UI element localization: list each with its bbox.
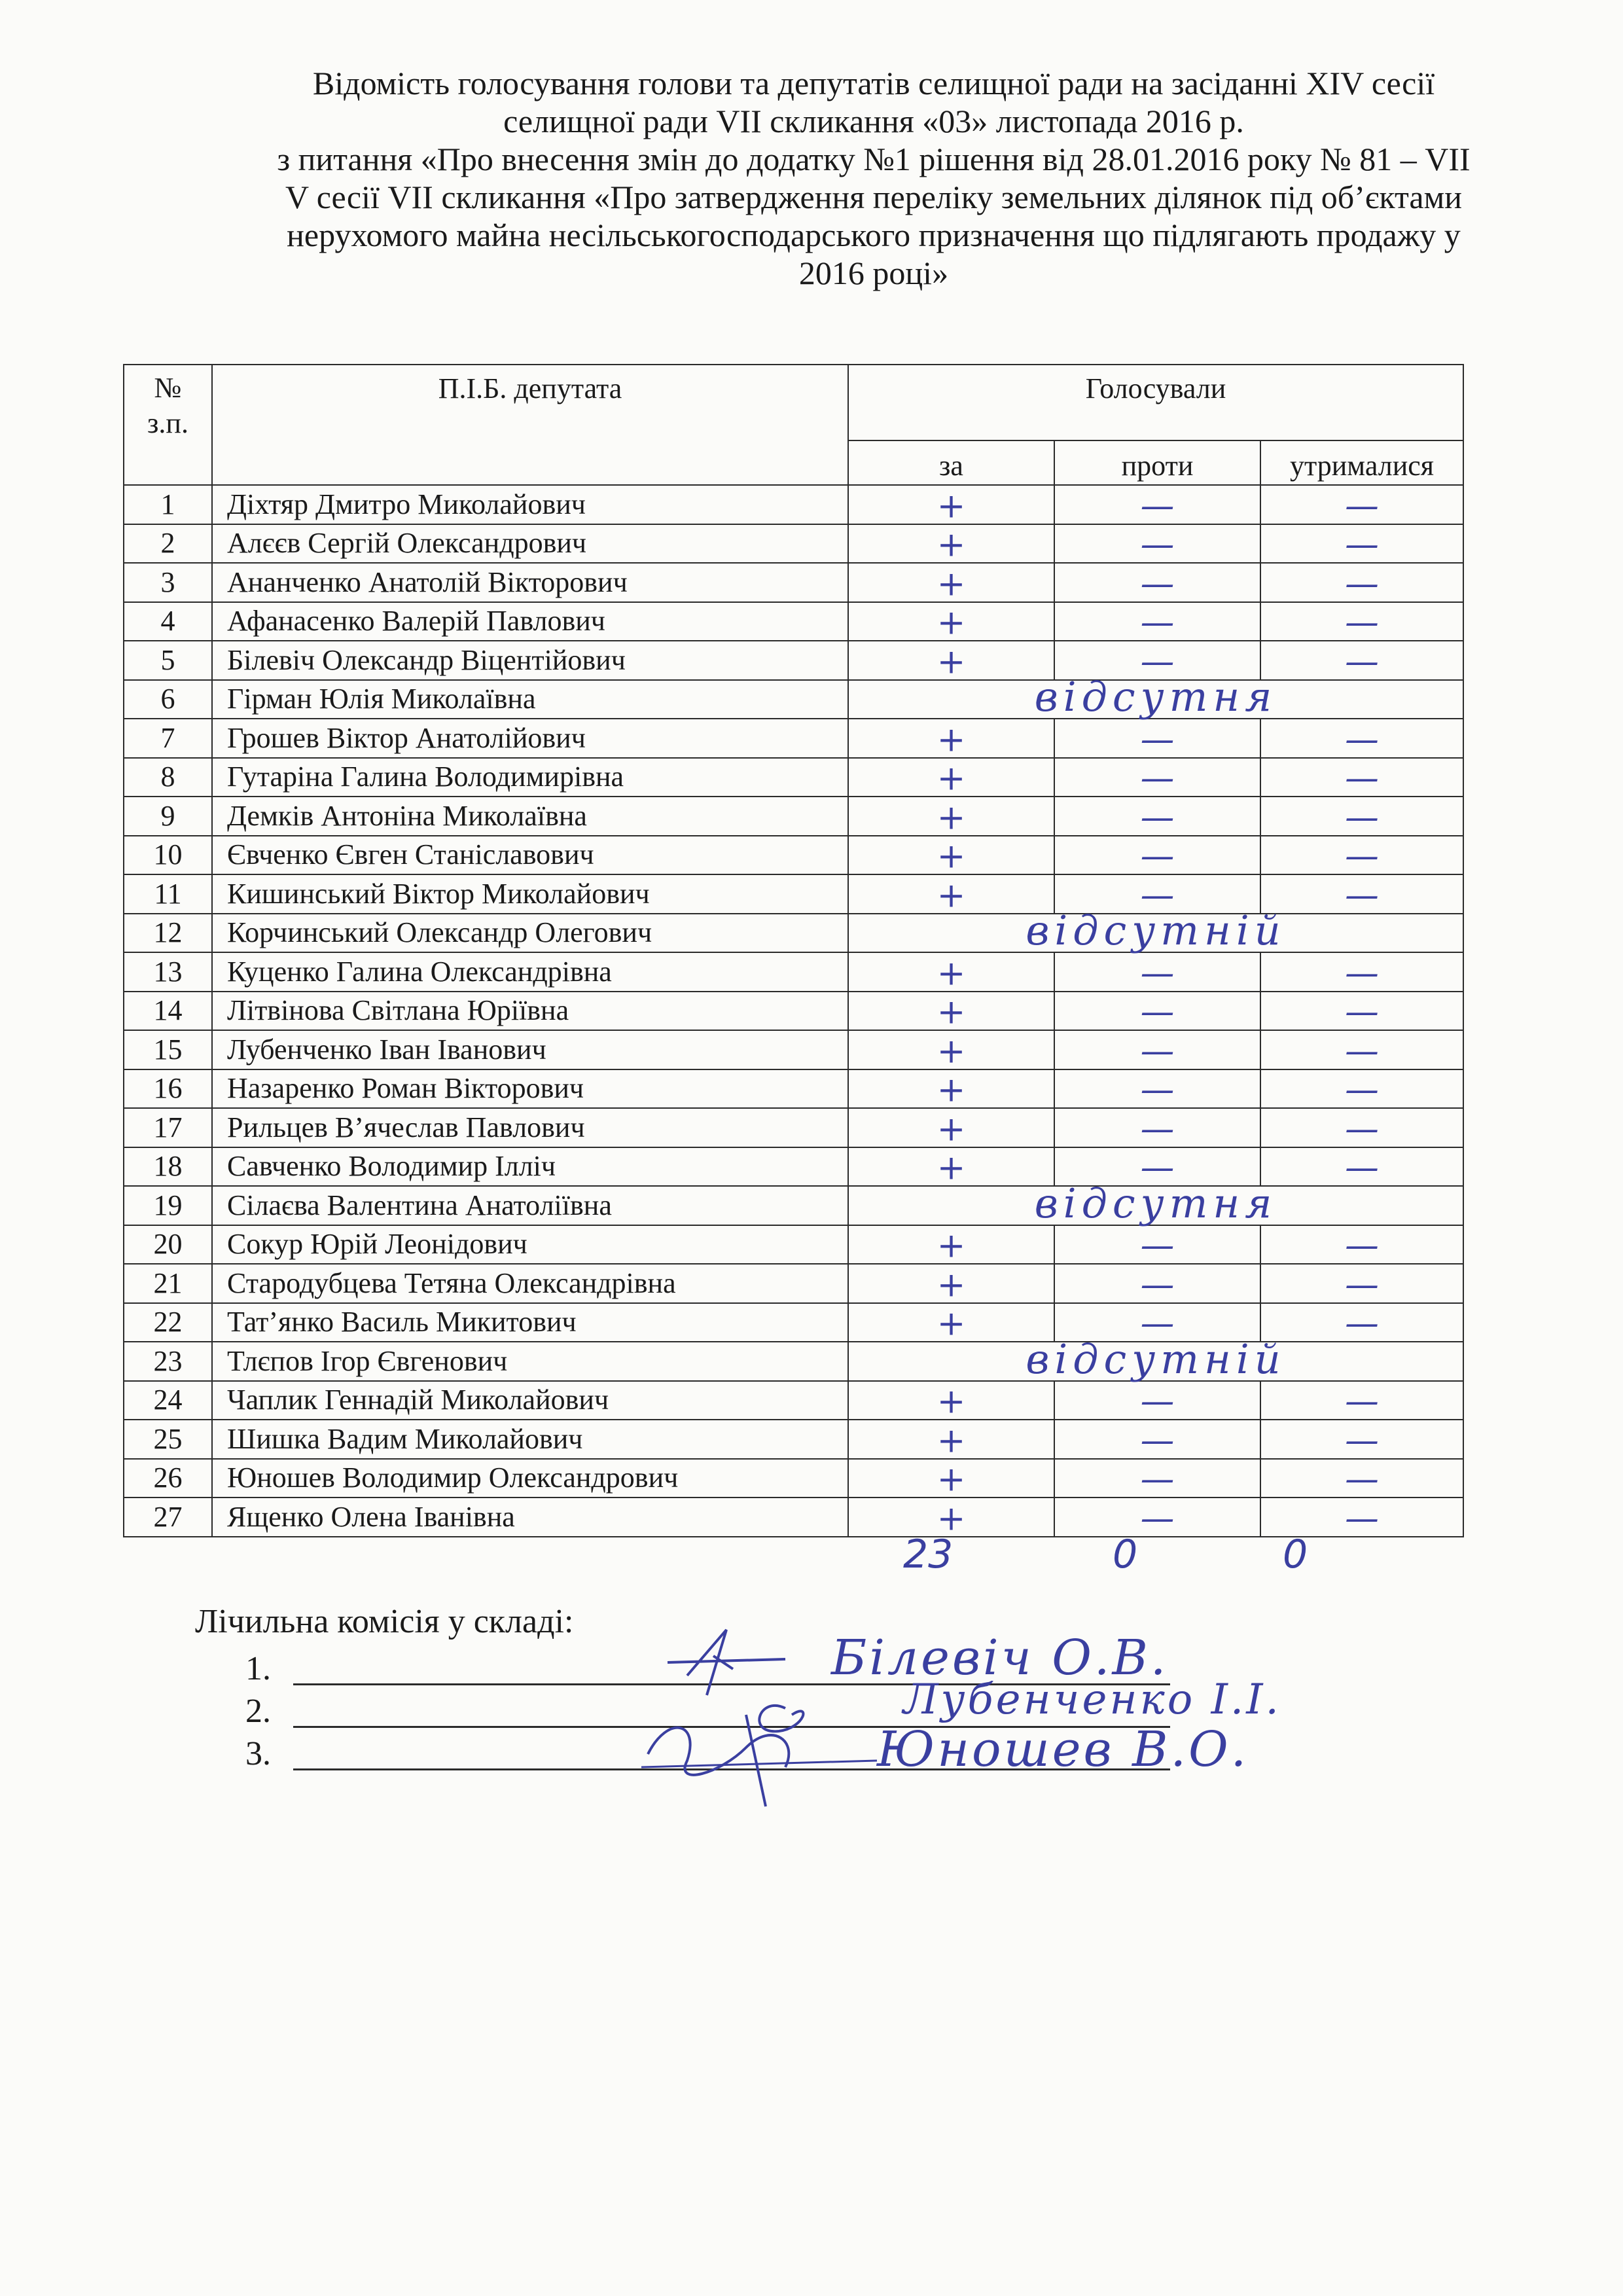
row-number: 11 xyxy=(124,874,212,914)
handwritten-mark: + xyxy=(936,1148,966,1188)
vote-abstained-mark xyxy=(1260,641,1463,680)
handwritten-mark: — xyxy=(1345,798,1379,838)
handwritten-mark: — xyxy=(1140,1109,1175,1149)
header-voted: Голосували xyxy=(848,365,1463,440)
vote-abstained-mark xyxy=(1260,1069,1463,1109)
handwritten-mark: + xyxy=(936,1460,966,1499)
deputy-name: Ананченко Анатолій Вікторович xyxy=(212,563,848,602)
deputy-name: Назаренко Роман Вікторович xyxy=(212,1069,848,1109)
vote-for-mark xyxy=(848,1030,1054,1069)
vote-for-mark xyxy=(848,874,1054,914)
title-line-5: нерухомого майна несільськогосподарського призначення що підлягають продажу у xyxy=(287,217,1461,253)
handwritten-mark: — xyxy=(1345,1382,1379,1422)
vote-against-mark xyxy=(1054,1225,1260,1265)
deputy-name: Корчинський Олександр Олегович xyxy=(212,914,848,953)
deputy-name: Куценко Галина Олександрівна xyxy=(212,952,848,992)
vote-against-mark xyxy=(1054,1420,1260,1459)
table-row xyxy=(124,797,1463,836)
handwritten-mark: — xyxy=(1140,1421,1175,1461)
handwritten-mark: + xyxy=(936,720,966,760)
table-row xyxy=(124,602,1463,641)
handwritten-mark: — xyxy=(1140,798,1175,838)
vote-abstained-mark xyxy=(1260,1303,1463,1342)
absent-mark xyxy=(848,906,1463,955)
row-number: 3 xyxy=(124,563,212,602)
table-row xyxy=(124,1420,1463,1459)
handwritten-mark: + xyxy=(936,525,966,565)
vote-abstained-mark xyxy=(1260,1264,1463,1303)
vote-for-mark xyxy=(848,1108,1054,1147)
row-number: 23 xyxy=(124,1342,212,1381)
handwritten-mark: + xyxy=(936,1304,966,1344)
vote-for-mark xyxy=(848,1264,1054,1303)
table-row xyxy=(124,1498,1463,1537)
title-line-1: Відомість голосування голови та депутатів селищної ради на засіданні XIV сесії xyxy=(312,65,1435,101)
handwritten-mark: — xyxy=(1345,564,1379,604)
vote-against-mark xyxy=(1054,992,1260,1031)
handwritten-mark: + xyxy=(936,1031,966,1071)
absent-text: відсутня xyxy=(1034,673,1277,721)
vote-against-mark xyxy=(1054,719,1260,758)
handwritten-mark: — xyxy=(1345,992,1379,1032)
absent-text: відсутня xyxy=(1034,1179,1277,1227)
vote-for-mark xyxy=(848,1225,1054,1265)
vote-for-mark xyxy=(848,1069,1054,1109)
deputy-name: Афанасенко Валерій Павлович xyxy=(212,602,848,641)
handwritten-mark: + xyxy=(936,564,966,604)
vote-for-mark xyxy=(848,992,1054,1031)
absent-text: відсутній xyxy=(1026,906,1286,955)
vote-abstained-mark xyxy=(1260,874,1463,914)
commission-line-3 xyxy=(245,1734,271,1773)
handwritten-mark: + xyxy=(936,1226,966,1266)
table-row xyxy=(124,1264,1463,1303)
row-number: 25 xyxy=(124,1420,212,1459)
handwritten-mark: + xyxy=(936,798,966,838)
handwritten-mark: — xyxy=(1345,1421,1379,1461)
commission-number: 3. xyxy=(245,1735,271,1772)
vote-abstained-mark xyxy=(1260,952,1463,992)
handwritten-mark: + xyxy=(936,836,966,876)
handwritten-mark: — xyxy=(1345,836,1379,876)
handwritten-mark: — xyxy=(1345,1031,1379,1071)
vote-for-mark xyxy=(848,952,1054,992)
handwritten-mark: + xyxy=(936,876,966,916)
handwritten-mark: — xyxy=(1140,720,1175,760)
handwritten-mark: — xyxy=(1140,1070,1175,1110)
handwritten-mark: — xyxy=(1345,1070,1379,1110)
vote-for-mark xyxy=(848,1459,1054,1498)
table-row xyxy=(124,1030,1463,1069)
table-row xyxy=(124,524,1463,564)
title-line-6: 2016 році» xyxy=(798,255,949,291)
vote-against-mark xyxy=(1054,1498,1260,1537)
handwritten-mark: — xyxy=(1140,1265,1175,1305)
vote-abstained-mark xyxy=(1260,1498,1463,1537)
vote-for-mark xyxy=(848,563,1054,602)
row-number: 24 xyxy=(124,1381,212,1420)
signature-name-3: Юношев В.О. xyxy=(877,1721,1249,1778)
vote-for-mark xyxy=(848,719,1054,758)
vote-against-mark xyxy=(1054,758,1260,797)
handwritten-mark: + xyxy=(936,603,966,643)
deputy-name: Тлєпов Ігор Євгенович xyxy=(212,1342,848,1381)
handwritten-mark: — xyxy=(1140,642,1175,682)
table-row xyxy=(124,836,1463,875)
handwritten-mark: + xyxy=(936,486,966,526)
handwritten-mark: — xyxy=(1345,1304,1379,1344)
row-number: 12 xyxy=(124,914,212,953)
vote-for-mark xyxy=(848,797,1054,836)
handwritten-mark: — xyxy=(1345,603,1379,643)
deputy-name: Савченко Володимир Ілліч xyxy=(212,1147,848,1187)
title-line-3: з питання «Про внесення змін до додатку №1 рішення від 28.01.2016 року № 81 – VII xyxy=(277,141,1471,177)
vote-abstained-mark xyxy=(1260,1030,1463,1069)
handwritten-mark: — xyxy=(1345,1226,1379,1266)
document-title xyxy=(190,64,1558,292)
handwritten-mark: + xyxy=(936,992,966,1032)
row-number: 15 xyxy=(124,1030,212,1069)
handwritten-mark: — xyxy=(1140,1226,1175,1266)
row-number: 14 xyxy=(124,992,212,1031)
handwritten-mark: — xyxy=(1140,1499,1175,1539)
deputy-name: Сокур Юрій Леонідович xyxy=(212,1225,848,1265)
absent-mark xyxy=(848,1335,1463,1383)
vote-for-mark xyxy=(848,1303,1054,1342)
table-row xyxy=(124,992,1463,1031)
total-abstained: 0 xyxy=(1283,1532,1308,1577)
handwritten-mark: — xyxy=(1140,1031,1175,1071)
table-row xyxy=(124,1342,1463,1381)
handwritten-mark: — xyxy=(1140,992,1175,1032)
handwritten-mark: — xyxy=(1140,603,1175,643)
vote-for-mark xyxy=(848,758,1054,797)
row-number: 22 xyxy=(124,1303,212,1342)
vote-against-mark xyxy=(1054,952,1260,992)
deputy-name: Чаплик Геннадій Миколайович xyxy=(212,1381,848,1420)
deputy-name: Грошев Віктор Анатолійович xyxy=(212,719,848,758)
row-number: 4 xyxy=(124,602,212,641)
handwritten-mark: — xyxy=(1345,954,1379,994)
header-number: № з.п. xyxy=(124,365,212,485)
handwritten-mark: — xyxy=(1345,486,1379,526)
handwritten-mark: + xyxy=(936,954,966,994)
vote-abstained-mark xyxy=(1260,719,1463,758)
row-number: 13 xyxy=(124,952,212,992)
handwritten-mark: + xyxy=(936,642,966,682)
row-number: 8 xyxy=(124,758,212,797)
commission-number: 2. xyxy=(245,1693,271,1730)
handwritten-mark: + xyxy=(936,1109,966,1149)
table-row xyxy=(124,1225,1463,1265)
handwritten-mark: — xyxy=(1140,1460,1175,1499)
handwritten-mark: — xyxy=(1345,1460,1379,1499)
vote-abstained-mark xyxy=(1260,797,1463,836)
handwritten-mark: — xyxy=(1345,1148,1379,1188)
handwritten-mark: — xyxy=(1140,876,1175,916)
vote-abstained-mark xyxy=(1260,1420,1463,1459)
row-number: 6 xyxy=(124,680,212,719)
table-row xyxy=(124,485,1463,524)
vote-against-mark xyxy=(1054,563,1260,602)
row-number: 20 xyxy=(124,1225,212,1265)
row-number: 27 xyxy=(124,1498,212,1537)
handwritten-mark: + xyxy=(936,1265,966,1305)
vote-for-mark xyxy=(848,836,1054,875)
vote-against-mark xyxy=(1054,1108,1260,1147)
vote-for-mark xyxy=(848,1420,1054,1459)
deputy-name: Юношев Володимир Олександрович xyxy=(212,1459,848,1498)
header-against: проти xyxy=(1054,440,1260,485)
header-abstained: утрималися xyxy=(1260,440,1463,485)
table-row xyxy=(124,680,1463,719)
handwritten-mark: — xyxy=(1140,1304,1175,1344)
signature-name-2: Лубенченко І.І. xyxy=(903,1676,1281,1724)
handwritten-mark: — xyxy=(1345,642,1379,682)
table-row xyxy=(124,1381,1463,1420)
total-against: 0 xyxy=(1113,1532,1138,1577)
row-number: 10 xyxy=(124,836,212,875)
handwritten-mark: + xyxy=(936,1070,966,1110)
handwritten-mark: — xyxy=(1345,876,1379,916)
vote-abstained-mark xyxy=(1260,836,1463,875)
handwritten-mark: — xyxy=(1140,1148,1175,1188)
commission-label: Лічильна комісія у складі: xyxy=(195,1603,574,1640)
row-number: 16 xyxy=(124,1069,212,1109)
row-number: 18 xyxy=(124,1147,212,1187)
handwritten-mark: — xyxy=(1345,1265,1379,1305)
table-row xyxy=(124,563,1463,602)
deputy-name: Рильцев В’ячеслав Павлович xyxy=(212,1108,848,1147)
row-number: 7 xyxy=(124,719,212,758)
vote-against-mark xyxy=(1054,602,1260,641)
handwritten-signatures xyxy=(628,1617,929,1839)
vote-abstained-mark xyxy=(1260,992,1463,1031)
handwritten-mark: — xyxy=(1140,954,1175,994)
vote-against-mark xyxy=(1054,1264,1260,1303)
deputy-name: Тат’янко Василь Микитович xyxy=(212,1303,848,1342)
row-number: 21 xyxy=(124,1264,212,1303)
handwritten-mark: — xyxy=(1345,759,1379,798)
vote-abstained-mark xyxy=(1260,563,1463,602)
vote-abstained-mark xyxy=(1260,1381,1463,1420)
vote-against-mark xyxy=(1054,1030,1260,1069)
handwritten-mark: — xyxy=(1140,759,1175,798)
absent-mark xyxy=(848,1179,1463,1227)
deputy-name: Кишинський Віктор Миколайович xyxy=(212,874,848,914)
header-name: П.І.Б. депутата xyxy=(212,365,848,485)
vote-for-mark xyxy=(848,524,1054,564)
vote-for-mark xyxy=(848,1147,1054,1187)
vote-abstained-mark xyxy=(1260,1459,1463,1498)
vote-abstained-mark xyxy=(1260,1147,1463,1187)
vote-abstained-mark xyxy=(1260,524,1463,564)
commission-number: 1. xyxy=(245,1650,271,1687)
deputy-name: Лубенченко Іван Іванович xyxy=(212,1030,848,1069)
vote-against-mark xyxy=(1054,524,1260,564)
handwritten-mark: + xyxy=(936,1499,966,1539)
vote-against-mark xyxy=(1054,1459,1260,1498)
handwritten-mark: — xyxy=(1140,564,1175,604)
title-line-2: селищної ради VII скликання «03» листопада 2016 р. xyxy=(503,103,1244,139)
table-row xyxy=(124,1069,1463,1109)
row-number: 1 xyxy=(124,485,212,524)
vote-against-mark xyxy=(1054,1381,1260,1420)
vote-abstained-mark xyxy=(1260,758,1463,797)
vote-against-mark xyxy=(1054,836,1260,875)
deputy-name: Гірман Юлія Миколаївна xyxy=(212,680,848,719)
deputy-name: Стародубцева Тетяна Олександрівна xyxy=(212,1264,848,1303)
vote-abstained-mark xyxy=(1260,485,1463,524)
vote-abstained-mark xyxy=(1260,1225,1463,1265)
table-row xyxy=(124,914,1463,953)
deputy-name: Діхтяр Дмитро Миколайович xyxy=(212,485,848,524)
row-number: 5 xyxy=(124,641,212,680)
vote-abstained-mark xyxy=(1260,602,1463,641)
title-line-4: V сесії VII скликання «Про затвердження переліку земельних ділянок під об’єктами xyxy=(285,179,1463,215)
handwritten-mark: — xyxy=(1140,525,1175,565)
deputy-name: Сілаєва Валентина Анатоліївна xyxy=(212,1186,848,1225)
table-row xyxy=(124,952,1463,992)
commission-line-2 xyxy=(245,1692,271,1731)
handwritten-mark: — xyxy=(1345,1499,1379,1539)
table-row xyxy=(124,719,1463,758)
row-number: 2 xyxy=(124,524,212,564)
vote-for-mark xyxy=(848,1381,1054,1420)
handwritten-mark: + xyxy=(936,1421,966,1461)
deputy-name: Алєєв Сергій Олександрович xyxy=(212,524,848,564)
vote-against-mark xyxy=(1054,1069,1260,1109)
deputy-name: Білевіч Олександр Віцентійович xyxy=(212,641,848,680)
deputy-name: Демків Антоніна Миколаївна xyxy=(212,797,848,836)
absent-text: відсутній xyxy=(1026,1335,1286,1383)
vote-for-mark xyxy=(848,641,1054,680)
vote-for-mark xyxy=(848,485,1054,524)
handwritten-mark: + xyxy=(936,1382,966,1422)
deputy-name: Ященко Олена Іванівна xyxy=(212,1498,848,1537)
table-row xyxy=(124,1459,1463,1498)
deputy-name: Літвінова Світлана Юріївна xyxy=(212,992,848,1031)
row-number: 17 xyxy=(124,1108,212,1147)
vote-against-mark xyxy=(1054,797,1260,836)
table-row xyxy=(124,758,1463,797)
handwritten-mark: — xyxy=(1345,720,1379,760)
vote-against-mark xyxy=(1054,485,1260,524)
row-number: 26 xyxy=(124,1459,212,1498)
handwritten-mark: — xyxy=(1140,486,1175,526)
vote-for-mark xyxy=(848,602,1054,641)
handwritten-mark: — xyxy=(1345,525,1379,565)
table-row xyxy=(124,1186,1463,1225)
deputy-name: Шишка Вадим Миколайович xyxy=(212,1420,848,1459)
commission-line-1 xyxy=(245,1649,271,1688)
absent-mark xyxy=(848,673,1463,721)
handwritten-mark: — xyxy=(1140,1382,1175,1422)
signature-name-1: Білевіч О.В. xyxy=(831,1630,1169,1686)
row-number: 19 xyxy=(124,1186,212,1225)
vote-abstained-mark xyxy=(1260,1108,1463,1147)
vote-for-mark xyxy=(848,1498,1054,1537)
table-row xyxy=(124,1108,1463,1147)
voting-table xyxy=(123,364,1464,1537)
handwritten-mark: — xyxy=(1140,836,1175,876)
deputy-name: Євченко Євген Станіславович xyxy=(212,836,848,875)
handwritten-mark: + xyxy=(936,759,966,798)
header-for: за xyxy=(848,440,1054,485)
handwritten-mark: — xyxy=(1345,1109,1379,1149)
total-for: 23 xyxy=(903,1532,954,1577)
row-number: 9 xyxy=(124,797,212,836)
deputy-name: Гутаріна Галина Володимирівна xyxy=(212,758,848,797)
